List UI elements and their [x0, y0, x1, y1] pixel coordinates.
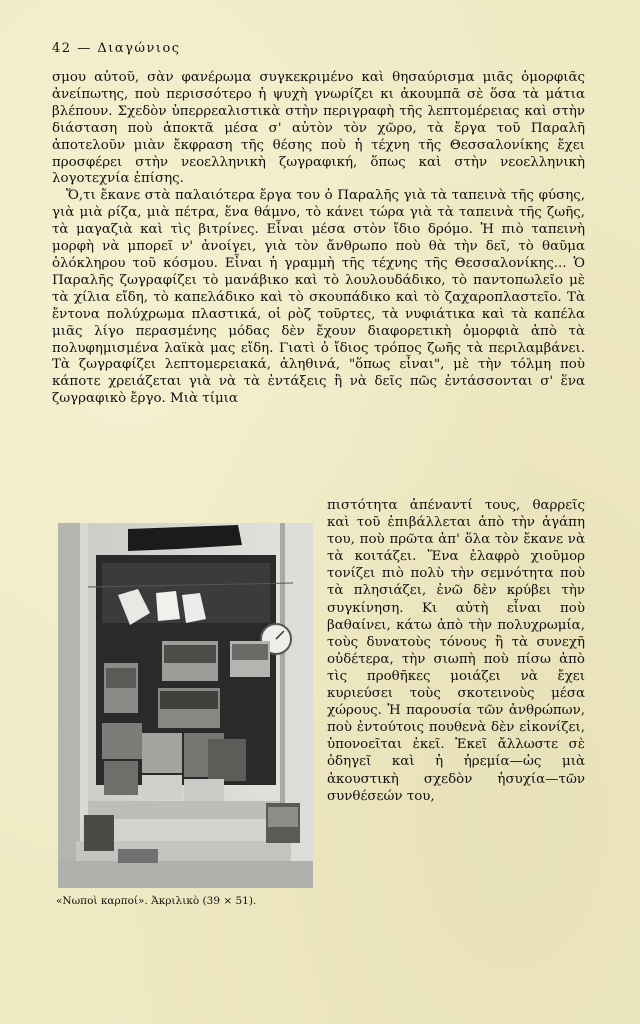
shopfront-painting [58, 523, 313, 888]
journal-title: Διαγώνιος [97, 41, 181, 56]
page-number: 42 [52, 41, 72, 56]
header-dash: — [77, 41, 92, 56]
side-column-text [327, 497, 585, 805]
running-header [52, 41, 181, 56]
paragraph-1: σμου αὐτοῦ, σὰν φανέρωμα συγκεκριμένο καὶ θησαύρισμα μιᾶς ὀμορφιᾶς ἀνείπωτης, ποὺ περισσότερο ἡ ψυχὴ γνωρίζει κι ἀκουμπᾶ σὲ ὅσα τὰ μάτια βλέπουν. Σχεδὸν ὑπερρεαλιστικὰ στὴν περιγραφὴ τῆς λεπτομέρειας καὶ στὴν διάσταση ποὺ ἀποκτᾶ μέσα σ' αὐτὸν τὸν χῶρο, τὰ ἔργα τοῦ Παραλῆ ἀποτελοῦν μιὰν ἔκφραση τῆς θέσης ποὺ ἡ τέχνη τῆς Θεσσαλονίκης ἔχει προσφέρει στὴν νεοελληνικὴ ζωγραφική, ὅπως καὶ στὴν νεοελληνικὴ λογοτεχνία ἐπίσης. [52, 70, 585, 187]
figure-photo [58, 523, 313, 888]
side-paragraph: πιστότητα ἀπέναντί τους, θαρρεῖς καὶ τοῦ ἐπιβάλλεται ἀπὸ τὴν ἀγάπη του, ποὺ πρῶτα ἀπ' ὅλα τὸν ἔκανε νὰ τὰ κοιτάζει. Ἕνα ἐλαφρὸ χιοῦμορ τονίζει πιὸ πολὺ τὴν σεμνότητα ποὺ τὰ πλησιάζει, ἐνῶ δὲν κρύβει τὴν συγκίνηση. Κι αὐτὴ εἶναι ποὺ βαθαίνει, κάτω ἀπὸ τὴν πολυχρωμία, τοὺς δυνατοὺς τόνους ἢ τὰ συνεχῆ οὐδέτερα, τὴν σιωπὴ ποὺ πίσω ἀπὸ τὶς προθῆκες μοιάζει νὰ ἔχει κυριεύσει τοὺς σκοτεινοὺς μέσα χώρους. Ἡ παρουσία τῶν ἀνθρώπων, ποὺ ἐντούτοις πουθενὰ δὲν εἰκονίζει, ὑπονοεῖται ἐκεῖ. Ἐκεῖ ἄλλωστε σὲ ὁδηγεῖ καὶ ἡ ἠρεμία—ὡς μιὰ ἀκουστικὴ σχεδὸν ἡσυχία—τῶν συνθέσεών του, [327, 498, 585, 804]
paragraph-2: Ὅ,τι ἔκανε στὰ παλαιότερα ἔργα του ὁ Παραλῆς γιὰ τὰ ταπεινὰ τῆς φύσης, γιὰ μιὰ ρίζα, μιὰ πέτρα, ἕνα θάμνο, τὸ κάνει τώρα γιὰ τὰ ταπεινὰ τῆς ζωῆς, τὰ μαγαζιὰ καὶ τὶς βιτρίνες. Εἶναι μέσα στὸν ἴδιο δρόμο. Ἡ πιὸ ταπεινὴ μορφὴ νὰ μπορεῖ ν' ἀνοίγει, γιὰ τὸν ἄνθρωπο ποὺ θὰ τὴν δεῖ, τὸ θαῦμα ὁλόκληρου τοῦ κόσμου. Εἶναι ἡ γραμμὴ τῆς τέχνης τῆς Θεσσαλονίκης... Ὁ Παραλῆς ζωγραφίζει τὸ μανάβικο καὶ τὸ λουλουδάδικο, τὸ παντοπωλεῖο μὲ τὰ χίλια εἴδη, τὸ καπελάδικο καὶ τὸ σκουπάδικο καὶ τὸ ζαχαροπλαστεῖο. Τὰ ἔντονα πολύχρωμα πλαστικά, οἱ ρὸζ τοῦρτες, τὰ νυφιάτικα καὶ τὰ καπέλα μιᾶς λίγο περασμένης μόδας δὲν ἔχουν διαφορετικὴ ὀμορφιὰ ἀπὸ τὰ πολυφημισμένα λαϊκὰ μας εἴδη. Γιατὶ ὁ ἴδιος τρόπος ζωῆς τὰ περιλαμβάνει. Τὰ ζωγραφίζει λεπτομερειακά, ἀληθινά, "ὅπως εἶναι", μὲ τὴν τόλμη ποὺ κάποτε χρειάζεται γιὰ νὰ τὰ ἐντάξεις ἢ νὰ δεῖς πῶς ἐντάσσονται σ' ἕνα ζωγραφικὸ ἔργο. Μιὰ τίμια [52, 188, 585, 407]
figure-caption: «Νωποὶ καρποί». Ἀκριλικὸ (39 × 51). [56, 895, 257, 907]
main-text-block [52, 70, 585, 408]
